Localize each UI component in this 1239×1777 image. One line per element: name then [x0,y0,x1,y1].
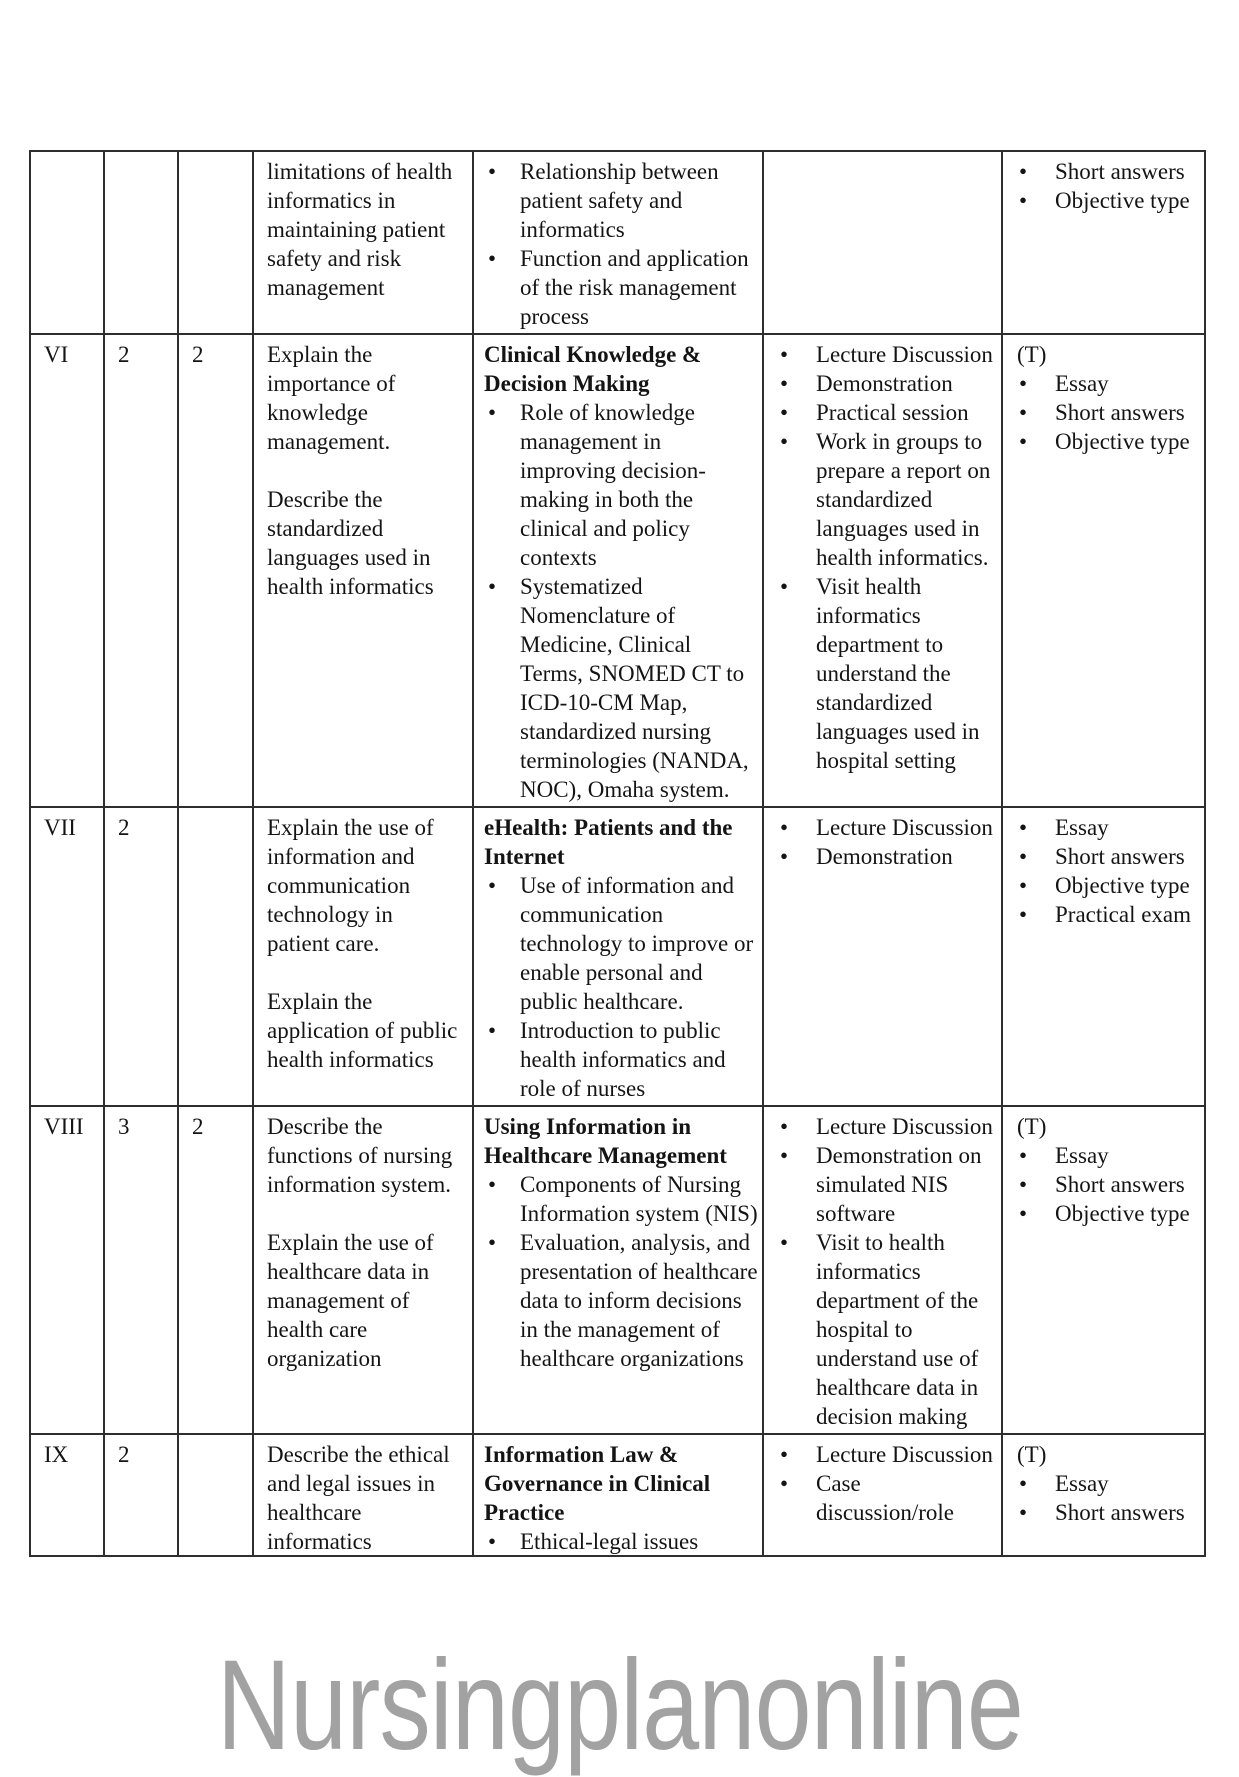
bullet-item [1017,842,1200,871]
bullet-icon: • [1019,873,1028,898]
bullet-item [778,1228,997,1431]
bullet-icon: • [780,1442,789,1467]
bullet-text: Practical exam [1055,902,1192,927]
bullet-icon: • [488,1529,497,1554]
content-heading: Clinical Knowledge & Decision Making [484,342,702,396]
bullet-item [778,1141,997,1228]
bullet-item [484,398,758,572]
unit-cell: VIII [30,1106,104,1434]
bullet-icon: • [780,371,789,396]
assessment-cell [1002,807,1205,1106]
paragraph-gap [267,456,458,485]
bullet-icon: • [780,1230,789,1255]
bullet-item [1017,369,1200,398]
bullet-text: Relationship between patient safety and informatics [520,159,719,242]
bullet-text: Demonstration [816,844,953,869]
bullet-item [1017,871,1200,900]
bullet-text: Objective type [1055,188,1190,213]
bullet-text: Essay [1055,1143,1109,1168]
bullet-text: Case discussion/role [816,1471,954,1525]
table-row [30,334,1205,807]
bullet-icon: • [780,342,789,367]
bullet-item [1017,813,1200,842]
bullet-icon: • [780,1143,789,1168]
bullet-text: Short answers [1055,400,1185,425]
bullet-text: Objective type [1055,873,1190,898]
bullet-item [1017,398,1200,427]
table-row [30,1434,1205,1556]
bullet-item [778,842,997,871]
paragraph: (T) [1017,342,1047,367]
watermark: Nursingplanonline [216,1634,1023,1777]
content-cell [473,807,763,1106]
paragraph: Explain the importance of knowledge management. [267,342,396,454]
practical-hours-cell: 2 [178,334,253,807]
bullet-icon: • [1019,159,1028,184]
assessment-cell [1002,334,1205,807]
content-heading: Information Law & Governance in Clinical Practice [484,1442,711,1525]
bullet-icon: • [1019,1500,1028,1525]
theory-hours-cell: 3 [104,1106,178,1434]
bullet-item [484,572,758,804]
content-cell [473,151,763,334]
bullet-item [1017,900,1200,929]
theory-hours-cell [104,151,178,334]
bullet-icon: • [488,1230,497,1255]
bullet-text: Function and application of the risk management process [520,246,749,329]
bullet-item [778,398,997,427]
bullet-text: Use of information and communication technology to improve or enable personal and public healthcare. [520,873,754,1014]
bullet-icon: • [1019,1172,1028,1197]
bullet-item [1017,427,1200,456]
bullet-icon: • [488,1172,497,1197]
table-row [30,1106,1205,1434]
theory-hours-cell: 2 [104,334,178,807]
assessment-cell [1002,151,1205,334]
bullet-text: Role of knowledge management in improving decision-making in both the clinical and policy contexts [520,400,706,570]
bullet-item [484,244,758,331]
bullet-text: Evaluation, analysis, and presentation of healthcare data to inform decisions in the management of healthcare organizations [520,1230,758,1371]
bullet-item [484,1228,758,1373]
teaching-cell [763,151,1002,334]
bullet-icon: • [1019,1471,1028,1496]
paragraph: limitations of health informatics in maintaining patient safety and risk management [267,159,453,300]
bullet-item [1017,186,1200,215]
bullet-icon: • [1019,400,1028,425]
content-heading: eHealth: Patients and the Internet [484,815,733,869]
unit-cell: IX [30,1434,104,1556]
bullet-item [484,1527,758,1554]
bullet-text: Objective type [1055,1201,1190,1226]
teaching-cell [763,807,1002,1106]
paragraph: Explain the use of healthcare data in management of health care organization [267,1230,434,1371]
objectives-cell [253,1106,473,1434]
bullet-text: Short answers [1055,159,1185,184]
bullet-icon: • [1019,902,1028,927]
bullet-item [778,1469,997,1527]
paragraph-gap [267,1199,458,1228]
bullet-icon: • [488,873,497,898]
bullet-item [484,1016,758,1103]
practical-hours-cell [178,807,253,1106]
bullet-icon: • [1019,815,1028,840]
bullet-icon: • [488,159,497,184]
bullet-text: Lecture Discussion [816,1114,993,1139]
teaching-cell [763,1106,1002,1434]
bullet-text: Lecture Discussion [816,1442,993,1467]
bullet-text: Essay [1055,371,1109,396]
bullet-item [778,572,997,775]
bullet-icon: • [780,400,789,425]
bullet-icon: • [488,1018,497,1043]
bullet-text: Short answers [1055,1500,1185,1525]
practical-hours-cell: 2 [178,1106,253,1434]
bullet-item [778,427,997,572]
bullet-text: Work in groups to prepare a report on standardized languages used in health informatics. [816,429,991,570]
paragraph: Describe the ethical and legal issues in healthcare informatics [267,1442,450,1554]
bullet-text: Short answers [1055,844,1185,869]
content-cell [473,334,763,807]
bullet-item [1017,1498,1200,1527]
bullet-icon: • [780,844,789,869]
bullet-icon: • [488,574,497,599]
bullet-item [1017,1141,1200,1170]
bullet-item [1017,1170,1200,1199]
bullet-text: Visit health informatics department to understand the standardized languages used in hospital setting [816,574,980,773]
bullet-icon: • [1019,1143,1028,1168]
objectives-cell [253,807,473,1106]
objectives-cell [253,151,473,334]
content-heading: Using Information in Healthcare Management [484,1114,727,1168]
bullet-icon: • [780,574,789,599]
bullet-text: Ethical-legal issues [520,1529,699,1554]
bullet-icon: • [1019,1201,1028,1226]
objectives-cell [253,334,473,807]
bullet-icon: • [1019,188,1028,213]
unit-cell [30,151,104,334]
bullet-item [778,1112,997,1141]
paragraph: Explain the application of public health informatics [267,989,458,1072]
bullet-text: Visit to health informatics department of the hospital to understand use of healthcare data in decision making [816,1230,979,1429]
table-row [30,807,1205,1106]
bullet-icon: • [1019,844,1028,869]
paragraph-gap [267,958,458,987]
bullet-icon: • [780,1471,789,1496]
paragraph: Explain the use of information and communication technology in patient care. [267,815,434,956]
bullet-item [1017,1469,1200,1498]
paragraph: (T) [1017,1442,1047,1467]
assessment-cell [1002,1106,1205,1434]
teaching-cell [763,1434,1002,1556]
bullet-item [484,1170,758,1228]
bullet-icon: • [780,1114,789,1139]
bullet-text: Essay [1055,1471,1109,1496]
table-body [30,151,1205,1556]
bullet-item [484,871,758,1016]
theory-hours-cell: 2 [104,807,178,1106]
theory-hours-cell: 2 [104,1434,178,1556]
bullet-text: Short answers [1055,1172,1185,1197]
assessment-cell [1002,1434,1205,1556]
bullet-item [778,369,997,398]
objectives-cell [253,1434,473,1556]
bullet-text: Demonstration [816,371,953,396]
bullet-text: Practical session [816,400,969,425]
table-row [30,151,1205,334]
practical-hours-cell [178,1434,253,1556]
syllabus-table [29,150,1206,1557]
bullet-text: Introduction to public health informatics and role of nurses [520,1018,726,1101]
bullet-text: Lecture Discussion [816,815,993,840]
bullet-text: Lecture Discussion [816,342,993,367]
bullet-text: Demonstration on simulated NIS software [816,1143,982,1226]
bullet-text: Components of Nursing Information system (NIS) [520,1172,758,1226]
bullet-icon: • [488,400,497,425]
paragraph: Describe the standardized languages used in health informatics [267,487,434,599]
bullet-item [1017,1199,1200,1228]
paragraph: Describe the functions of nursing information system. [267,1114,453,1197]
bullet-item [778,340,997,369]
bullet-text: Systematized Nomenclature of Medicine, Clinical Terms, SNOMED CT to ICD-10-CM Map, standardized nursing terminologies (NANDA, NOC), Omaha system. [520,574,749,802]
teaching-cell [763,334,1002,807]
bullet-text: Essay [1055,815,1109,840]
practical-hours-cell [178,151,253,334]
bullet-item [1017,157,1200,186]
paragraph: (T) [1017,1114,1047,1139]
bullet-item [778,1440,997,1469]
unit-cell: VI [30,334,104,807]
bullet-icon: • [1019,429,1028,454]
content-cell [473,1106,763,1434]
bullet-icon: • [1019,371,1028,396]
bullet-icon: • [488,246,497,271]
bullet-icon: • [780,429,789,454]
bullet-text: Objective type [1055,429,1190,454]
unit-cell: VII [30,807,104,1106]
content-cell [473,1434,763,1556]
bullet-item [778,813,997,842]
bullet-item [484,157,758,244]
bullet-icon: • [780,815,789,840]
